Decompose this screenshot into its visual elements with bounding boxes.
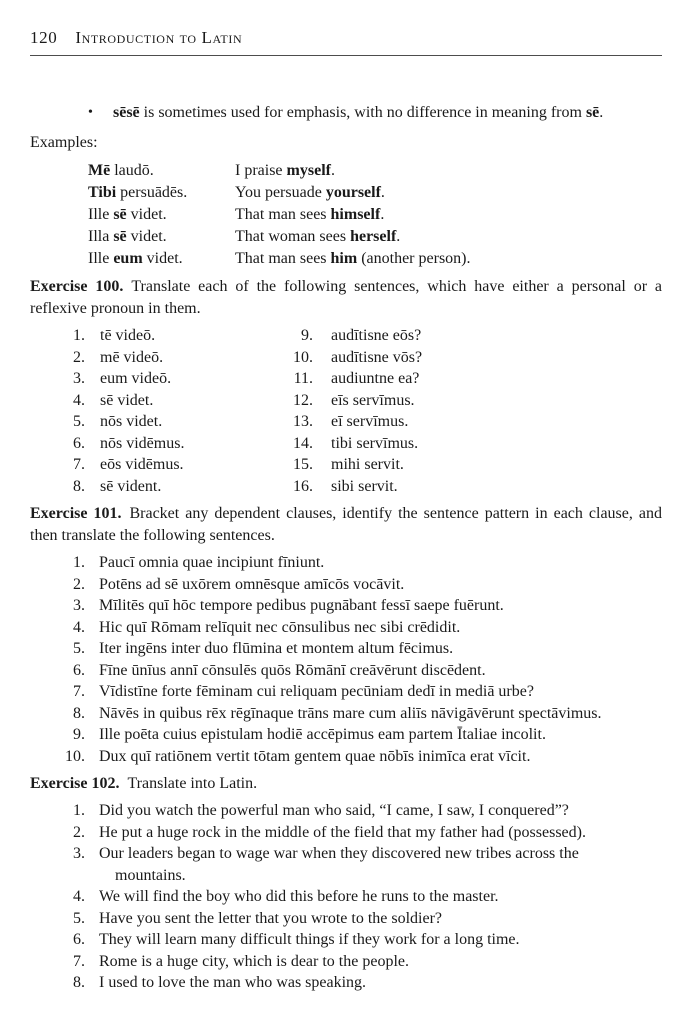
example-english: You persuade yourself. [235, 184, 385, 201]
item-number: 4. [73, 391, 85, 409]
list-item [30, 929, 662, 951]
exercise-100-list-left [30, 325, 250, 497]
item-number: 13. [293, 413, 313, 430]
item-text: mihi servit. [331, 456, 404, 473]
item-number: 4. [73, 618, 85, 636]
bullet-icon: • [88, 105, 93, 120]
item-text: Hic quī Rōmam relīquit nec cōnsulibus nec sibi crēdidit. [99, 618, 461, 636]
examples-label: Examples: [30, 134, 98, 151]
list-item [30, 703, 662, 725]
item-text: audiuntne ea? [331, 370, 420, 387]
item-text: Dux quī ratiōnem vertit tōtam gentem quae nōbīs inimīca erat vīcit. [99, 747, 531, 765]
item-number: 10. [293, 348, 313, 366]
item-text: Vīdistīne forte fēminam cui reliquam pecūniam dedī in mediā urbe? [99, 683, 534, 700]
item-text: Iter ingēns inter duo flūmina et montem altum fēcimus. [99, 640, 454, 657]
list-item [30, 681, 662, 703]
examples-table [88, 160, 662, 270]
item-number: 4. [73, 888, 85, 905]
list-item [30, 411, 250, 433]
item-text: audītisne vōs? [331, 348, 423, 366]
list-item [250, 411, 662, 433]
example-row [88, 204, 662, 226]
exercise-101-heading [30, 503, 662, 547]
list-item [30, 347, 250, 369]
item-text: eum videō. [100, 370, 172, 387]
item-text: eī servīmus. [331, 413, 409, 430]
item-text: audītisne eōs? [331, 327, 422, 344]
list-item [30, 972, 662, 994]
item-number: 7. [73, 683, 85, 700]
item-text: Our leaders began to wage war when they discovered new tribes across the [99, 845, 579, 862]
example-latin: Ille eum videt. [88, 250, 183, 267]
exercise-100-label: Exercise 100. [30, 278, 124, 295]
list-item [250, 433, 662, 455]
item-number: 7. [73, 952, 85, 970]
item-text: nōs videt. [100, 413, 163, 430]
exercise-101-instructions: Bracket any dependent clauses, identify the sentence pattern in each clause, and then translate the following sentences. [30, 505, 662, 544]
item-number: 8. [73, 704, 85, 722]
item-number: 1. [73, 327, 85, 344]
example-row [88, 248, 662, 270]
example-english: I praise myself. [235, 162, 335, 179]
item-text-continuation: mountains. [115, 866, 186, 884]
page-number: 120 [30, 28, 58, 47]
item-number: 3. [73, 845, 85, 862]
list-item [250, 368, 662, 390]
item-number: 3. [73, 370, 85, 387]
item-text: sē vident. [100, 477, 162, 495]
list-item [30, 822, 662, 844]
item-text: He put a huge rock in the middle of the field that my father had (possessed). [99, 823, 586, 841]
list-item [250, 347, 662, 369]
item-text: Paucī omnia quae incipiunt fīniunt. [99, 554, 325, 571]
item-number: 10. [65, 747, 85, 765]
item-text: Have you sent the letter that you wrote to the soldier? [99, 909, 443, 927]
list-item [30, 800, 662, 822]
item-number: 8. [73, 477, 85, 495]
item-number: 14. [293, 434, 313, 452]
exercise-100-instructions: Translate each of the following sentences, which have either a personal or a reflexive pronoun in them. [30, 278, 662, 317]
item-number: 16. [293, 477, 313, 495]
example-row [88, 182, 662, 204]
example-latin: Tibi persuādēs. [88, 184, 188, 201]
item-text: Rome is a huge city, which is dear to the people. [99, 952, 409, 970]
item-number: 3. [73, 597, 85, 614]
exercise-101-list [30, 552, 662, 767]
item-text: nōs vidēmus. [100, 434, 185, 452]
item-number: 5. [73, 413, 85, 430]
list-item [30, 390, 250, 412]
example-latin: Illa sē videt. [88, 228, 167, 245]
item-text: tibi servīmus. [331, 434, 419, 452]
list-item [30, 617, 662, 639]
item-text: I used to love the man who was speaking. [99, 974, 367, 991]
item-text: mē videō. [100, 348, 164, 366]
item-number: 6. [73, 434, 85, 452]
example-latin: Ille sē videt. [88, 206, 167, 223]
list-item [250, 454, 662, 476]
example-latin: Mē laudō. [88, 162, 154, 179]
list-item [30, 476, 250, 498]
item-number: 2. [73, 575, 85, 593]
exercise-102-list [30, 800, 662, 994]
list-item [30, 368, 250, 390]
item-number: 2. [73, 348, 85, 366]
item-text: eōs vidēmus. [100, 456, 184, 473]
item-text: Did you watch the powerful man who said, “I came, I saw, I conquered”? [99, 802, 569, 819]
bullet-text: sēsē is sometimes used for emphasis, with no difference in meaning from sē. [113, 104, 604, 121]
exercise-101-label: Exercise 101. [30, 505, 122, 522]
item-number: 11. [293, 370, 313, 387]
item-number: 15. [293, 456, 313, 473]
item-text: eīs servīmus. [331, 391, 415, 409]
list-item [30, 574, 662, 596]
list-item [250, 325, 662, 347]
exercise-102-label: Exercise 102. [30, 775, 120, 792]
item-number: 1. [73, 554, 85, 571]
list-item [30, 843, 662, 886]
item-number: 9. [301, 327, 313, 344]
list-item [30, 724, 662, 746]
example-english: That man sees himself. [235, 206, 385, 223]
list-item [30, 454, 250, 476]
example-english: That woman sees herself. [235, 228, 401, 245]
item-text: Ille poēta cuius epistulam hodiē accēpimus eam partem Ītaliae incolit. [99, 726, 546, 743]
item-text: Potēns ad sē uxōrem omnēsque amīcōs vocāvit. [99, 575, 405, 593]
item-text: Mīlitēs quī hōc tempore pedibus pugnābant fessī saepe fuērunt. [99, 597, 504, 614]
list-item [30, 886, 662, 908]
example-row [88, 226, 662, 248]
item-number: 6. [73, 931, 85, 948]
item-number: 7. [73, 456, 85, 473]
list-item [30, 660, 662, 682]
list-item [250, 390, 662, 412]
item-number: 12. [293, 391, 313, 409]
exercise-100-list-right [250, 325, 662, 497]
item-text: sibi servit. [331, 477, 398, 495]
exercise-100-heading [30, 276, 662, 320]
exercise-102-heading [30, 773, 662, 795]
item-number: 2. [73, 823, 85, 841]
item-text: We will find the boy who did this before he runs to the master. [99, 888, 499, 905]
list-item [30, 433, 250, 455]
item-number: 9. [73, 726, 85, 743]
item-number: 1. [73, 802, 85, 819]
item-text: They will learn many difficult things if they work for a long time. [99, 931, 520, 948]
list-item [30, 552, 662, 574]
item-number: 5. [73, 909, 85, 927]
list-item [30, 908, 662, 930]
page-header [30, 28, 662, 56]
item-number: 8. [73, 974, 85, 991]
list-item [30, 746, 662, 768]
item-text: sē videt. [100, 391, 154, 409]
bullet-point [30, 102, 662, 124]
item-text: tē videō. [100, 327, 156, 344]
item-text: Nāvēs in quibus rēx rēgīnaque trāns mare cum aliīs nāvigāvērunt spectāvimus. [99, 704, 602, 722]
item-text: Fīne ūnīus annī cōnsulēs quōs Rōmānī creāvērunt discēdent. [99, 661, 486, 679]
list-item [30, 595, 662, 617]
list-item [30, 951, 662, 973]
list-item [30, 638, 662, 660]
exercise-100-list [30, 325, 662, 497]
item-number: 5. [73, 640, 85, 657]
list-item [250, 476, 662, 498]
example-row [88, 160, 662, 182]
book-title: Introduction to Latin [75, 28, 243, 47]
example-english: That man sees him (another person). [235, 250, 471, 267]
item-number: 6. [73, 661, 85, 679]
exercise-102-instructions: Translate into Latin. [127, 775, 258, 792]
list-item [30, 325, 250, 347]
